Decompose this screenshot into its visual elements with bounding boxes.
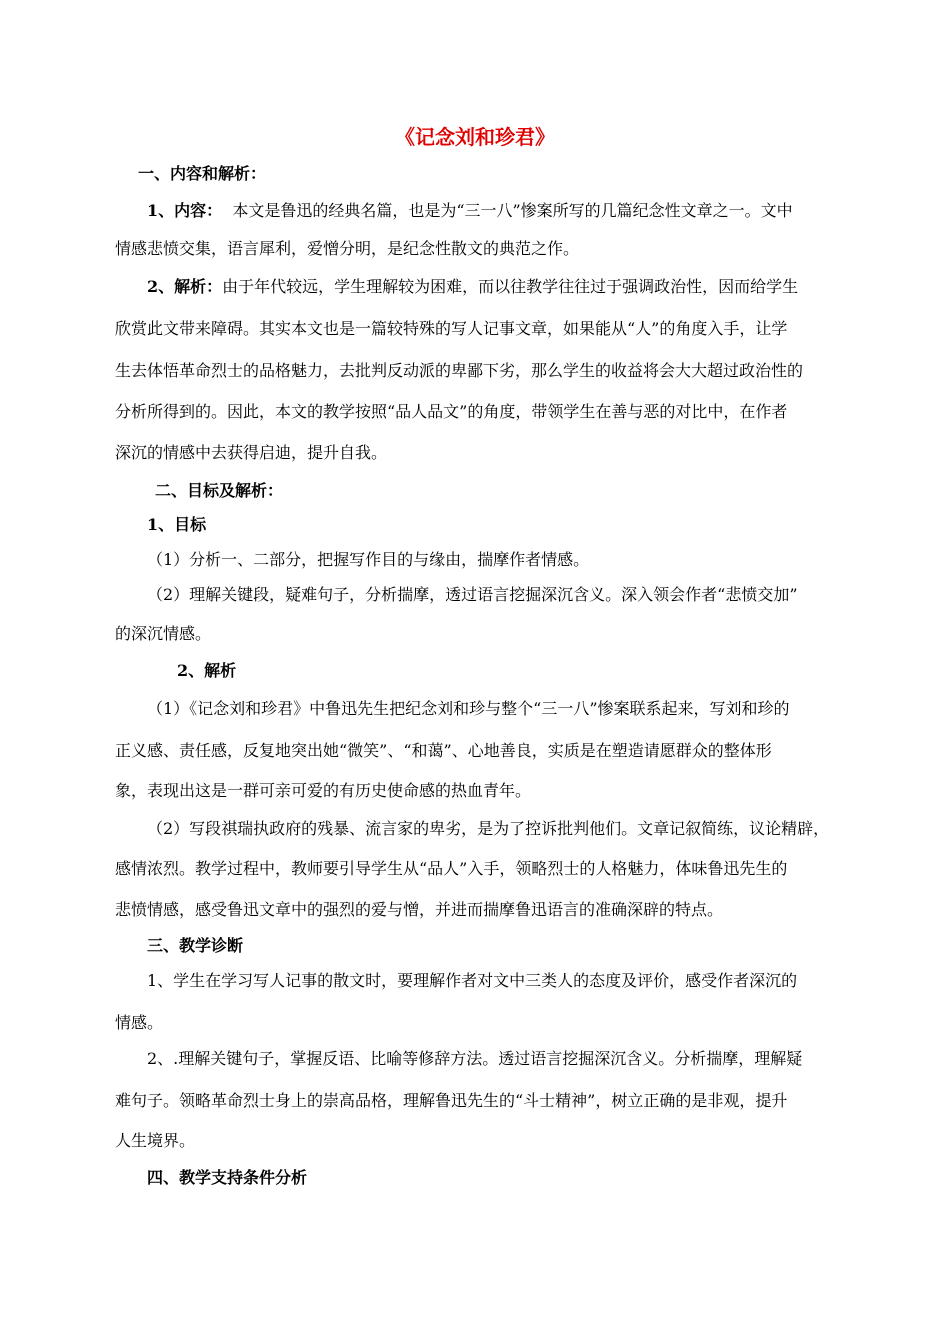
s2-analysis-2-line-1: （2）写段祺瑞执政府的残暴、流言家的卑劣，是为了控诉批判他们。文章记叙简练，议论精辟， — [147, 819, 830, 838]
s3-d1-line-1: 1、学生在学习写人记事的散文时，要理解作者对文中三类人的态度及评价，感受作者深沉的 — [147, 971, 798, 990]
s2-analysis-1-line-3: 象，表现出这是一群可亲可爱的有历史使命感的热血青年。 — [115, 781, 532, 800]
s1-p2-line-4: 分析所得到的。因此，本文的教学按照“品人品文”的角度，带领学生在善与恶的对比中，在作者 — [115, 402, 788, 421]
s1-p1-label: 1、内容： — [147, 201, 223, 220]
s1-p2-line-5: 深沉的情感中去获得启迪，提升自我。 — [115, 443, 388, 462]
s2-analysis-2-line-2: 感情浓烈。教学过程中，教师要引导学生从“品人”入手，领略烈士的人格魅力，体味鲁迅先生的 — [115, 859, 788, 878]
s3-d2-line-2: 难句子。领略革命烈士身上的崇高品格，理解鲁迅先生的“斗士精神”，树立正确的是非观，提升 — [115, 1091, 788, 1110]
s1-p1-line-2: 情感悲愤交集，语言犀利，爱憎分明，是纪念性散文的典范之作。 — [115, 239, 580, 258]
section-2-heading: 二、目标及解析： — [155, 481, 284, 500]
section-3-heading: 三、教学诊断 — [147, 936, 244, 955]
section-1-heading: 一、内容和解析： — [138, 164, 267, 183]
s3-d2-line-3: 人生境界。 — [115, 1131, 196, 1150]
document-title: 《记念刘和珍君》 — [395, 125, 555, 149]
s3-d1-line-2: 情感。 — [115, 1013, 164, 1032]
s2-analysis-1-line-2: 正义感、责任感，反复地突出她“微笑”、“和蔼”、心地善良，实质是在塑造请愿群众的整体形 — [115, 741, 772, 760]
s1-p2-line-2: 欣赏此文带来障碍。其实本文也是一篇较特殊的写人记事文章，如果能从“人”的角度入手，让学 — [115, 319, 788, 338]
s2-analysis-1-line-1: （1）《记念刘和珍君》中鲁迅先生把纪念刘和珍与整个“三一八”惨案联系起来，写刘和珍的 — [147, 699, 790, 718]
s2-goal-label: 1、目标 — [147, 515, 207, 534]
s1-p2-line-3: 生去体悟革命烈士的品格魅力，去批判反动派的卑鄙下劣，那么学生的收益将会大大超过政治性的 — [115, 361, 804, 380]
s1-p1-line-1 — [147, 199, 793, 223]
s2-analysis-2-line-3: 悲愤情感，感受鲁迅文章中的强烈的爱与憎，并进而揣摩鲁迅语言的准确深辟的特点。 — [115, 900, 724, 919]
s2-goal-1: （1）分析一、二部分，把握写作目的与缘由，揣摩作者情感。 — [147, 550, 590, 569]
s2-analysis-label: 2、解析 — [177, 661, 237, 680]
s1-p2-line-1 — [147, 275, 798, 299]
s1-p1-text-1: 本文是鲁迅的经典名篇，也是为“三一八”惨案所写的几篇纪念性文章之一。文中 — [232, 201, 793, 220]
s3-d2-line-1: 2、.理解关键句子，掌握反语、比喻等修辞方法。透过语言挖掘深沉含义。分析揣摩，理解疑 — [147, 1049, 803, 1068]
s1-p2-label: 2、解析： — [147, 277, 223, 296]
s2-goal-2-line-1: （2）理解关键段，疑难句子，分析揣摩，透过语言挖掘深沉含义。深入领会作者“悲愤交加” — [147, 585, 798, 604]
s1-p2-text-1: 由于年代较远，学生理解较为困难，而以往教学往往过于强调政治性，因而给学生 — [222, 277, 799, 296]
s2-goal-2-line-2: 的深沉情感。 — [115, 624, 212, 643]
section-4-heading: 四、教学支持条件分析 — [147, 1168, 308, 1187]
